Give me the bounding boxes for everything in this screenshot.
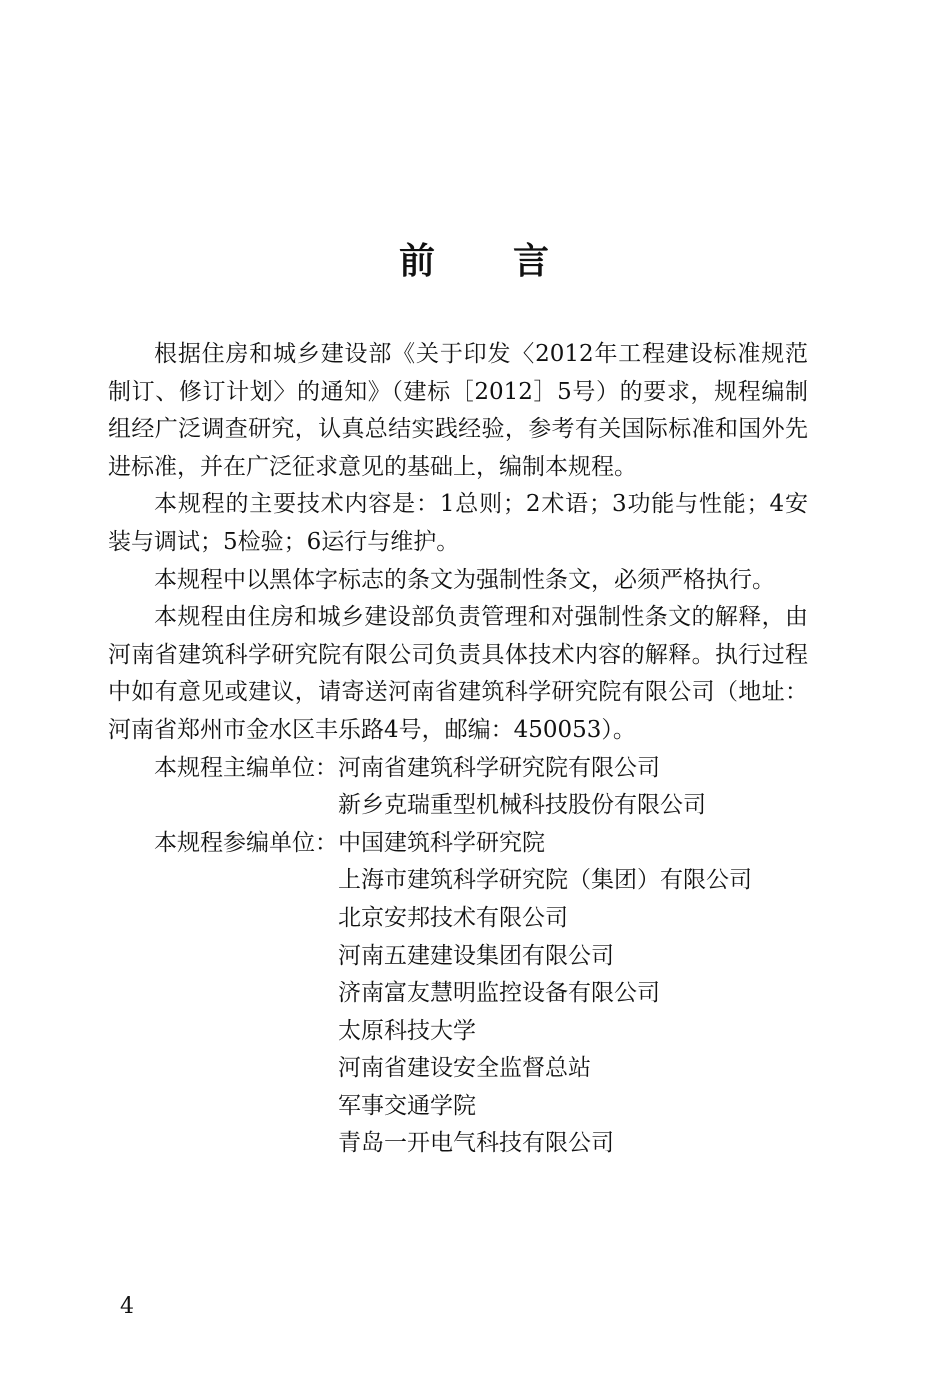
participating-editor-unit: 青岛一开电气科技有限公司 xyxy=(338,1130,614,1157)
chief-editor-list xyxy=(338,750,808,825)
participating-editor-unit: 军事交通学院 xyxy=(338,1092,476,1119)
participating-editor-unit: 北京安邦技术有限公司 xyxy=(338,904,568,931)
participating-editor-unit: 太原科技大学 xyxy=(338,1017,476,1044)
participating-editor-unit: 济南富友慧明监控设备有限公司 xyxy=(338,980,660,1007)
preface-body xyxy=(108,336,808,1163)
chief-editor-units xyxy=(108,750,808,825)
participating-editor-unit: 中国建筑科学研究院 xyxy=(338,829,545,856)
chief-editor-label: 本规程主编单位： xyxy=(154,754,338,781)
chief-editor-unit: 河南省建筑科学研究院有限公司 xyxy=(338,754,660,781)
paragraph-mandatory: 本规程中以黑体字标志的条文为强制性条文，必须严格执行。 xyxy=(154,566,775,593)
participating-editor-units xyxy=(108,825,808,1163)
participating-editor-unit: 河南五建建设集团有限公司 xyxy=(338,942,614,969)
title-char-left: 前 xyxy=(398,241,437,282)
participating-editor-unit: 上海市建筑科学研究院（集团）有限公司 xyxy=(338,867,752,894)
paragraph-contents: 本规程的主要技术内容是：1总则；2术语；3功能与性能；4安装与调试；5检验；6运行与维护。 xyxy=(108,491,808,555)
chief-editor-unit: 新乡克瑞重型机械科技股份有限公司 xyxy=(338,792,706,819)
participating-editor-unit: 河南省建设安全监督总站 xyxy=(338,1055,591,1082)
page-title xyxy=(0,236,950,288)
paragraph-management: 本规程由住房和城乡建设部负责管理和对强制性条文的解释，由河南省建筑科学研究院有限公司负责具体技术内容的解释。执行过程中如有意见或建议，请寄送河南省建筑科学研究院有限公司（地址：河南省郑州市金水区丰乐路4号，邮编：450053）。 xyxy=(108,604,808,743)
participating-editor-label: 本规程参编单位： xyxy=(154,829,338,856)
participating-editor-list xyxy=(338,825,808,1163)
title-char-right: 言 xyxy=(513,241,552,282)
page-number: 4 xyxy=(120,1294,134,1319)
paragraph-basis: 根据住房和城乡建设部《关于印发〈2012年工程建设标准规范制订、修订计划〉的通知》（建标［2012］5号）的要求，规程编制组经广泛调查研究，认真总结实践经验，参考有关国际标准和国外先进标准，并在广泛征求意见的基础上，编制本规程。 xyxy=(108,341,808,480)
